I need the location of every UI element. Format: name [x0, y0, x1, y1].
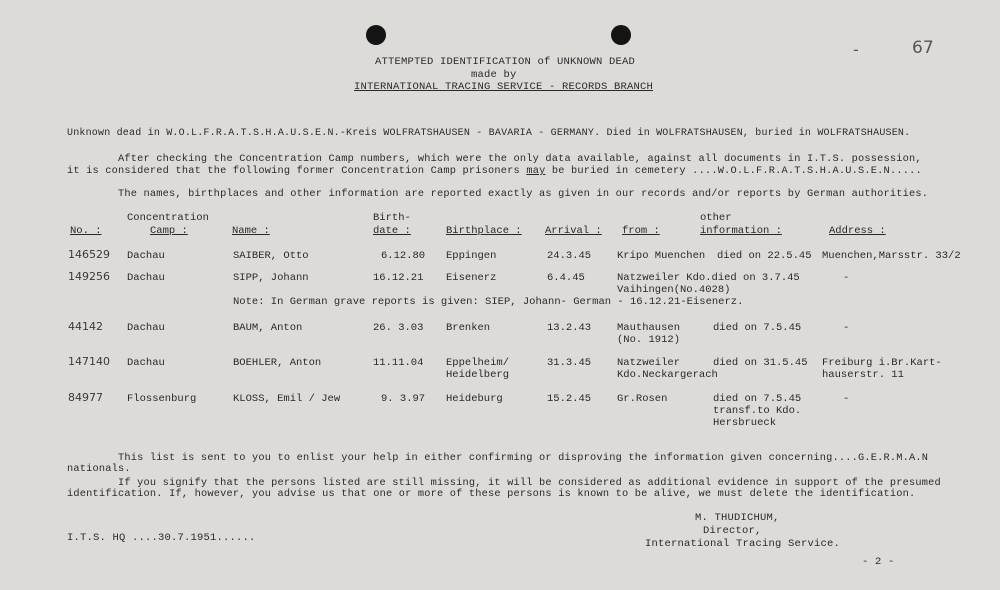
- intro-para1-line1: After checking the Concentration Camp numbers, which were the only data available, against all documents in I.T.S. possession,: [118, 153, 922, 165]
- row-birthplace: Heideburg: [446, 393, 503, 405]
- punch-hole-left: [366, 25, 386, 45]
- header-birthplace: Birthplace :: [446, 225, 522, 237]
- row-arrival: 13.2.43: [547, 322, 592, 334]
- row-address: Freiburg i.Br.Kart-: [822, 357, 942, 369]
- row-name: SIPP, Johann: [233, 272, 309, 284]
- row-arrival: 24.3.45: [547, 250, 592, 262]
- row-name: KLOSS, Emil / Jew: [233, 393, 341, 405]
- row-address: -: [843, 393, 850, 405]
- header-from: from :: [622, 225, 660, 237]
- row-other: died on 22.5.45: [717, 250, 812, 262]
- row-birthdate: 11.11.04: [373, 357, 424, 369]
- page-dash: -: [853, 40, 859, 59]
- row-other: died on 7.5.45: [713, 322, 802, 334]
- row-birthplace: Brenken: [446, 322, 491, 334]
- header-name: Name :: [232, 225, 270, 237]
- row-birthdate: 26. 3.03: [373, 322, 424, 334]
- row-camp: Dachau: [127, 357, 165, 369]
- intro-para1-line2-a: it is considered that the following former Concentration Camp prisoners: [67, 165, 520, 177]
- page-mark: - 2 -: [862, 556, 895, 568]
- row-address: Muenchen,Marsstr. 33/2: [822, 250, 961, 262]
- row-camp: Flossenburg: [127, 393, 197, 405]
- header-line-2: made by: [471, 69, 517, 81]
- intro-para2: The names, birthplaces and other information are reported exactly as given in our records and/or reports by German authorities.: [118, 188, 929, 200]
- row-camp: Dachau: [127, 272, 165, 284]
- row-birthplace-2: Heidelberg: [446, 369, 510, 381]
- row-birthplace: Eppingen: [446, 250, 497, 262]
- row-name: BOEHLER, Anton: [233, 357, 322, 369]
- row-no: 146529: [68, 248, 110, 261]
- signature-name: M. THUDICHUM,: [695, 512, 780, 524]
- unknown-dead-line: Unknown dead in W.O.L.F.R.A.T.S.H.A.U.S.E.N.-Kreis WOLFRATSHAUSEN - BAVARIA - GERMANY. Died in WOLFRATSHAUSEN, buried in WOLFRATSHAUSEN.: [67, 128, 911, 139]
- row-arrival: 6.4.45: [547, 272, 585, 284]
- intro-para1-line2: [67, 165, 922, 177]
- closing-para2-line1: If you signify that the persons listed are still missing, it will be considered as additional evidence in support of the presumed: [118, 477, 941, 489]
- closing-para2-line2: identification. If, however, you advise us that one or more of these persons is known to be alive, we must delete the identification.: [67, 488, 916, 500]
- row-birthdate: 16.12.21: [373, 272, 424, 284]
- header-camp-top: Concentration: [127, 212, 209, 224]
- row-arrival: 31.3.45: [547, 357, 592, 369]
- header-address: Address :: [829, 225, 886, 237]
- row-other: died on 31.5.45: [713, 357, 808, 369]
- row-arrival: 15.2.45: [547, 393, 592, 405]
- signature-title: Director,: [703, 525, 762, 537]
- row-no: 44142: [68, 320, 103, 333]
- closing-para1-line1: This list is sent to you to enlist your help in either confirming or disproving the information given concerning....G.E.R.M.A.N: [118, 452, 929, 464]
- row-from: Mauthausen: [617, 322, 681, 334]
- row-from: Kripo Muenchen: [617, 250, 706, 262]
- row-note: Note: In German grave reports is given: SIEP, Johann- German - 16.12.21-Eisenerz.: [233, 296, 744, 308]
- page-number: 67: [912, 38, 934, 58]
- intro-may-underlined: may: [526, 165, 546, 177]
- row-from: Natzweiler Kdo.died on 3.7.45: [617, 272, 800, 284]
- row-birthdate: 9. 3.97: [381, 393, 426, 405]
- closing-para1-line2: nationals.: [67, 463, 131, 475]
- signature-org: International Tracing Service.: [645, 538, 841, 550]
- header-line-3: INTERNATIONAL TRACING SERVICE - RECORDS BRANCH: [354, 81, 654, 93]
- row-other-2: transf.to Kdo.: [713, 405, 802, 417]
- row-no: 147140: [68, 355, 110, 368]
- row-address: -: [843, 272, 850, 284]
- row-birthdate: 6.12.80: [381, 250, 426, 262]
- header-no: No. :: [70, 225, 102, 237]
- row-name: SAIBER, Otto: [233, 250, 309, 262]
- header-arrival: Arrival :: [545, 225, 602, 237]
- row-birthplace: Eppelheim/: [446, 357, 510, 369]
- row-other-3: Hersbrueck: [713, 417, 777, 429]
- header-line-1: ATTEMPTED IDENTIFICATION of UNKNOWN DEAD: [375, 56, 636, 68]
- row-no: 84977: [68, 391, 103, 404]
- row-camp: Dachau: [127, 250, 165, 262]
- header-camp: Camp :: [150, 225, 188, 237]
- row-no: 149256: [68, 270, 110, 283]
- punch-hole-right: [611, 25, 631, 45]
- intro-para1-line2-b: be buried in cemetery ....W.O.L.F.R.A.T.S.H.A.U.S.E.N.....: [551, 165, 922, 177]
- row-from-2: Kdo.Neckargerach: [617, 369, 718, 381]
- row-from: Gr.Rosen: [617, 393, 668, 405]
- row-from: Natzweiler: [617, 357, 681, 369]
- row-camp: Dachau: [127, 322, 165, 334]
- row-other: died on 7.5.45: [713, 393, 802, 405]
- row-address-2: hauserstr. 11: [822, 369, 904, 381]
- row-from-2: Vaihingen(No.4028): [617, 284, 731, 296]
- row-address: -: [843, 322, 850, 334]
- its-hq-date: I.T.S. HQ ....30.7.1951......: [67, 532, 256, 544]
- row-name: BAUM, Anton: [233, 322, 303, 334]
- row-birthplace: Eisenerz: [446, 272, 497, 284]
- header-other: information :: [700, 225, 782, 237]
- header-birthdate-top: Birth-: [373, 212, 411, 224]
- row-from-2: (No. 1912): [617, 334, 681, 346]
- header-other-top: other: [700, 212, 732, 224]
- header-birthdate: date :: [373, 225, 411, 237]
